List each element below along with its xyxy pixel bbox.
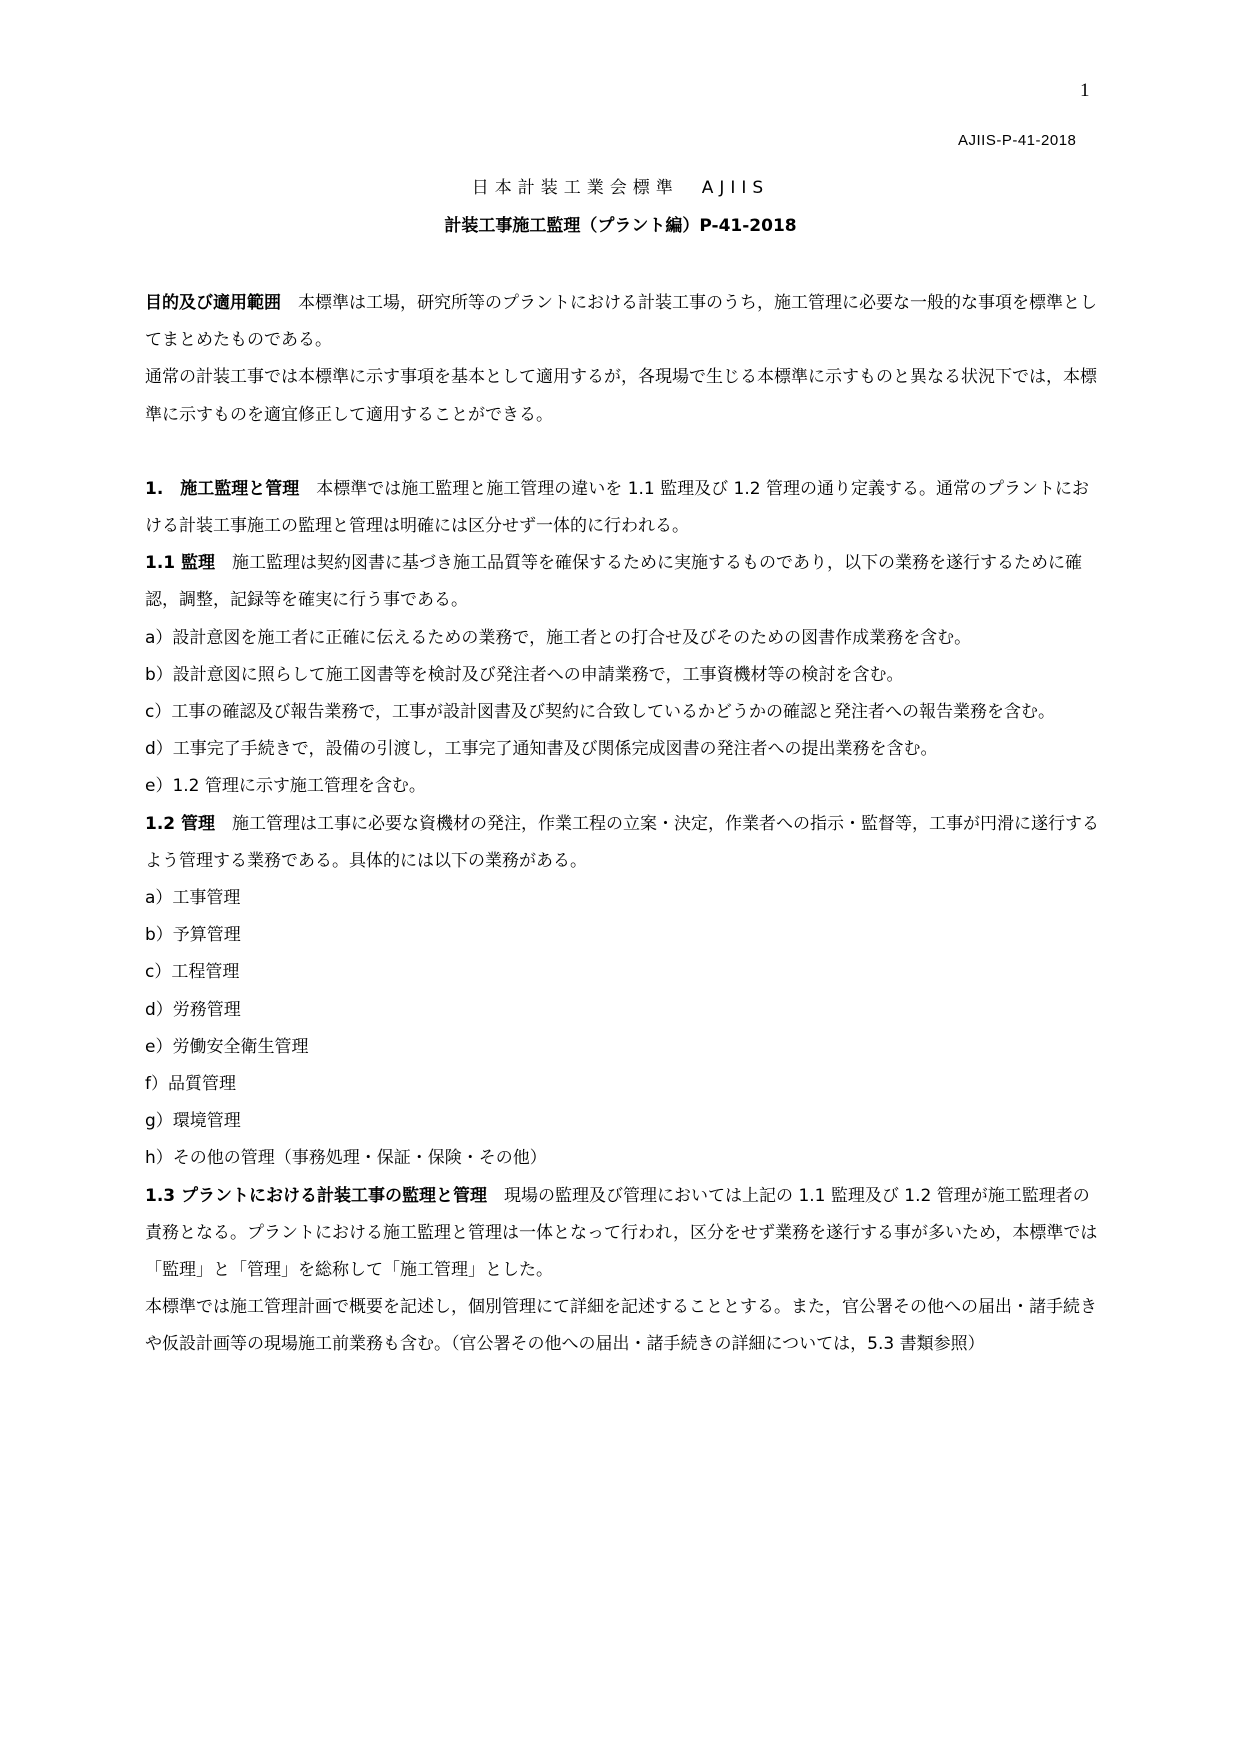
section-gap <box>145 434 1100 471</box>
section-1-2-heading: 1.2 管理 <box>145 813 216 834</box>
list-item: f）品質管理 <box>145 1074 236 1095</box>
list-item: a）設計意図を施工者に正確に伝えるための業務で，施工者との打合せ及びそのための図書作成業務を含む。 <box>145 627 972 648</box>
scope-heading: 目的及び適用範囲 <box>145 293 281 313</box>
document-code: AJIIS-P-41-2018 <box>958 132 1077 149</box>
organization-title: 日本計装工業会標準 AJIIS <box>471 178 770 198</box>
section-1-3-heading: 1.3 プラントにおける計装工事の監理と管理 <box>145 1185 488 1206</box>
list-item: g）環境管理 <box>145 1111 241 1132</box>
section-1-1-paragraph <box>145 545 1100 619</box>
list-item: c）工程管理 <box>145 962 240 983</box>
page-number: 1 <box>1080 80 1090 101</box>
section-1-paragraph <box>145 471 1100 545</box>
list-item: e）1.2 管理に示す施工管理を含む。 <box>145 776 426 797</box>
scope-paragraph-2: 通常の計装工事では本標準に示す事項を基本として適用するが，各現場で生じる本標準に示すものと異なる状況下では，本標準に示すものを適宜修正して適用することができる。 <box>145 367 1097 425</box>
section-1-3-text: 現場の監理及び管理においては上記の 1.1 監理及び 1.2 管理が施工監理者の責務となる。プラントにおける施工監理と管理は一体となって行われ，区分をせず業務を遂行する事が多いため，本標準では「監理」と「管理」を総称して「施工管理」とした。 <box>145 1185 1098 1281</box>
list-item: a）工事管理 <box>145 888 241 909</box>
list-item: d）労務管理 <box>145 999 241 1020</box>
scope-paragraph <box>145 285 1100 359</box>
section-1-1-heading: 1.1 監理 <box>145 553 216 574</box>
list-item: b）予算管理 <box>145 925 241 946</box>
section-1-2-text: 施工管理は工事に必要な資機材の発注，作業工程の立案・決定，作業者への指示・監督等，工事が円滑に遂行するよう管理する業務である。具体的には以下の業務がある。 <box>145 813 1100 871</box>
section-1-heading: 1. 施工監理と管理 <box>145 478 300 499</box>
section-1-1-text: 施工監理は契約図書に基づき施工品質等を確保するために実施するものであり，以下の業務を遂行するために確認，調整，記録等を確実に行う事である。 <box>145 553 1083 611</box>
list-item: h）その他の管理（事務処理・保証・保険・その他） <box>145 1148 547 1169</box>
list-item: b）設計意図に照らして施工図書等を検討及び発注者への申請業務で，工事資機材等の検討を含む。 <box>145 664 904 685</box>
list-item: c）工事の確認及び報告業務で，工事が設計図書及び契約に合致しているかどうかの確認と発注者への報告業務を含む。 <box>145 702 1056 723</box>
list-item: d）工事完了手続きで，設備の引渡し，工事完了通知書及び関係完成図書の発注者への提出業務を含む。 <box>145 739 938 760</box>
scope-text: 本標準は工場，研究所等のプラントにおける計装工事のうち，施工管理に必要な一般的な事項を標準としてまとめたものである。 <box>145 293 1097 351</box>
section-1-text: 本標準では施工監理と施工管理の違いを 1.1 監理及び 1.2 管理の通り定義する。通常のプラントにおける計装工事施工の監理と管理は明確には区分せず一体的に行われる。 <box>145 478 1089 537</box>
section-1-3-paragraph-2: 本標準では施工管理計画で概要を記述し，個別管理にて詳細を記述することとする。また，官公署その他への届出・諸手続きや仮設計画等の現場施工前業務も含む。（官公署その他への届出・諸手続きの詳細については，5.3 書類参照） <box>145 1297 1097 1355</box>
section-1-2-paragraph <box>145 806 1100 880</box>
list-item: e）労働安全衛生管理 <box>145 1036 309 1057</box>
section-1-3-paragraph <box>145 1178 1100 1290</box>
document-body <box>145 285 1100 1364</box>
standard-title: 計装工事施工監理（プラント編）P-41-2018 <box>444 216 797 236</box>
